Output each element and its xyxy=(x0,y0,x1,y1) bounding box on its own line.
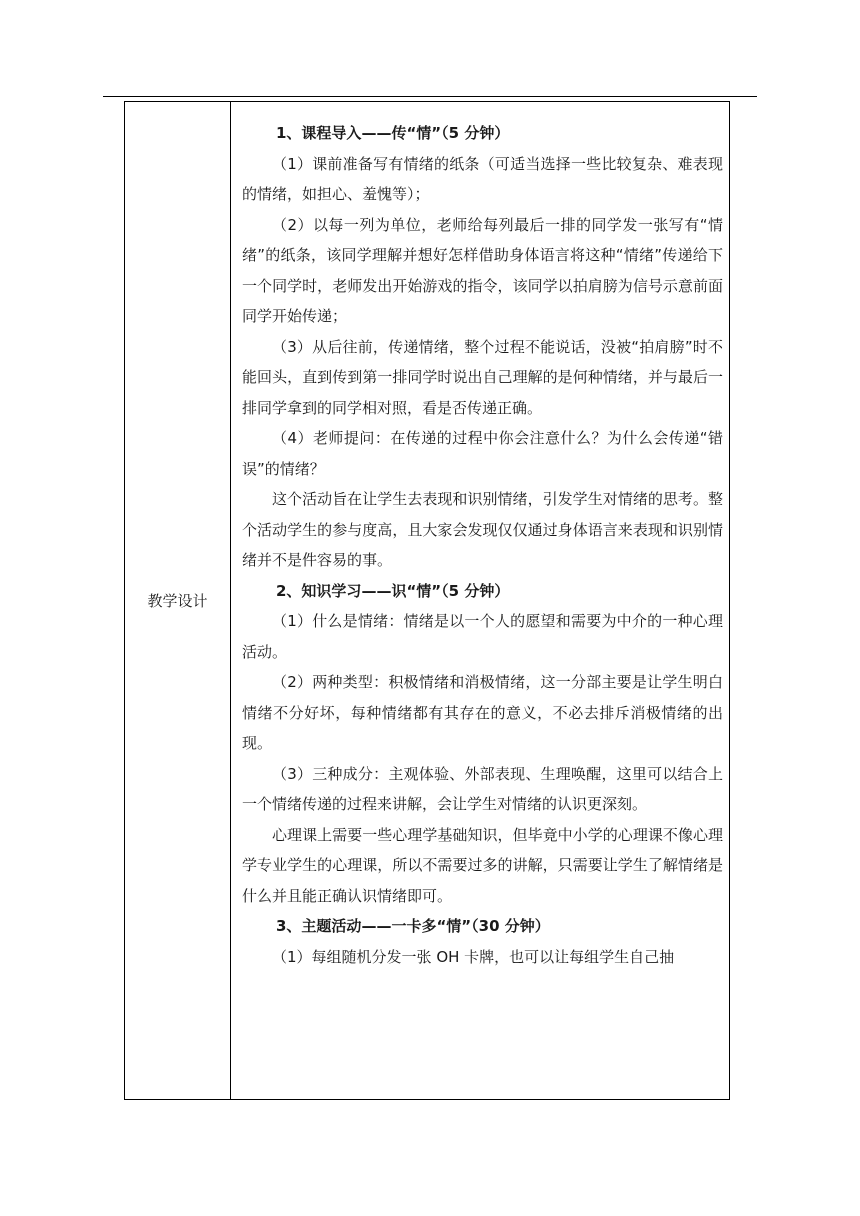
paragraph: （1）课前准备写有情绪的纸条（可适当选择一些比较复杂、难表现的情绪，如担心、羞愧等）； xyxy=(242,154,723,203)
paragraph: 心理课上需要一些心理学基础知识，但毕竟中小学的心理课不像心理学专业学生的心理课，所以不需要过多的讲解，只需要让学生了解情绪是什么并且能正确认识情绪即可。 xyxy=(242,825,723,905)
section-heading: 3、主题活动——一卡多“情”（30 分钟） xyxy=(276,917,550,935)
paragraph: （3）从后往前，传递情绪，整个过程不能说话，没被“拍肩膀”时不能回头，直到传到第一排同学时说出自己理解的是何种情绪，并与最后一排同学拿到的同学相对照，看是否传递正确。 xyxy=(242,337,723,417)
content-cell xyxy=(232,102,729,1099)
paragraph: （4）老师提问：在传递的过程中你会注意什么？为什么会传递“错误”的情绪？ xyxy=(242,429,723,478)
header-rule xyxy=(103,96,757,97)
section-heading: 1、课程导入——传“情”（5 分钟） xyxy=(276,124,510,142)
paragraph: （2）以每一列为单位，老师给每列最后一排的同学发一张写有“情绪”的纸条，该同学理解并想好怎样借助身体语言将这种“情绪”传递给下一个同学时，老师发出开始游戏的指令，该同学以拍肩膀为信号示意前面同学开始传递； xyxy=(242,215,723,325)
lesson-table xyxy=(124,101,730,1100)
paragraph: （2）两种类型：积极情绪和消极情绪，这一分部主要是让学生明白情绪不分好坏，每种情绪都有其存在的意义，不必去排斥消极情绪的出现。 xyxy=(242,673,723,752)
section-heading: 2、知识学习——识“情”（5 分钟） xyxy=(276,581,510,600)
paragraph: 这个活动旨在让学生去表现和识别情绪，引发学生对情绪的思考。整个活动学生的参与度高，且大家会发现仅仅通过身体语言来表现和识别情绪并不是件容易的事。 xyxy=(242,490,723,569)
row-label: 教学设计 xyxy=(125,102,231,1099)
paragraph: （1）每组随机分发一张 OH 卡牌，也可以让每组学生自己抽 xyxy=(272,947,675,966)
paragraph: （3）三种成分：主观体验、外部表现、生理唤醒，这里可以结合上一个情绪传递的过程来讲解，会让学生对情绪的认识更深刻。 xyxy=(242,764,723,813)
paragraph: （1）什么是情绪：情绪是以一个人的愿望和需要为中介的一种心理活动。 xyxy=(242,612,723,661)
